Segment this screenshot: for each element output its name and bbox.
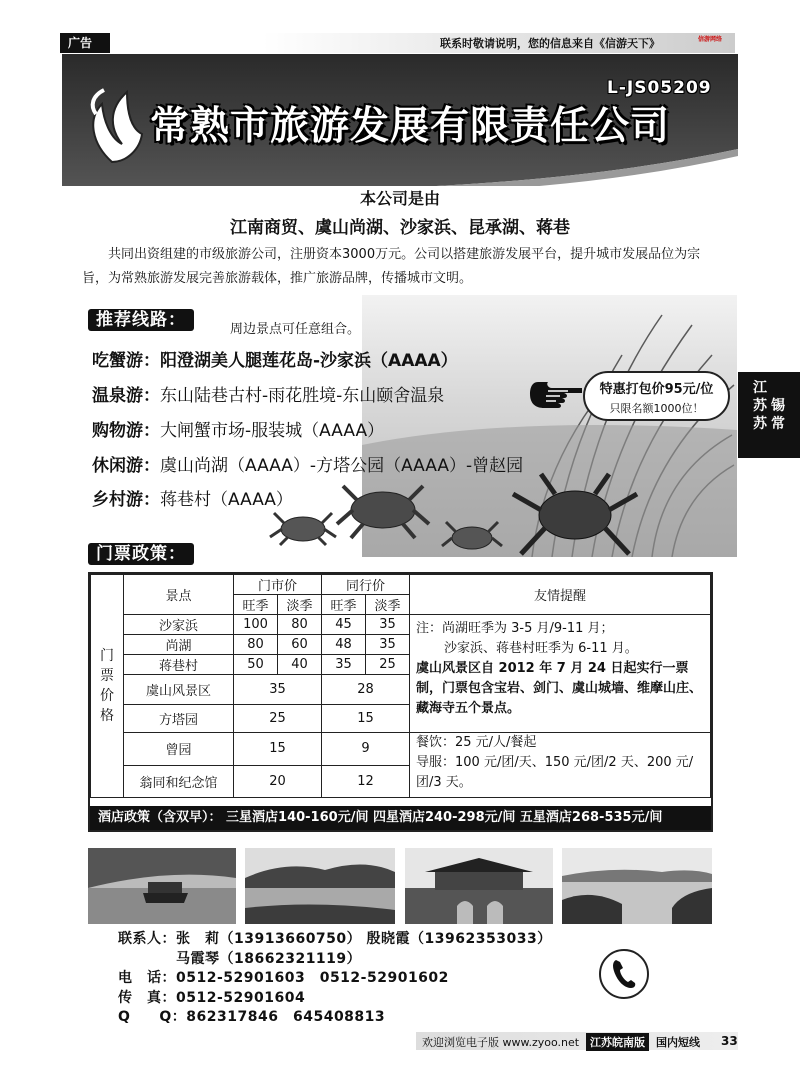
routes-tag: 推荐线路： xyxy=(88,309,194,331)
pointing-hand-icon xyxy=(528,378,584,412)
scenic-photo-boat xyxy=(88,848,236,924)
remind-yushan: 虞山风景区自 2012 年 7 月 24 日起实行一票制，门票包含宝岩、剑门、虞山城墙、维摩山庄、藏海寺五个景点。 xyxy=(416,661,703,716)
header-remind: 友情提醒 xyxy=(410,575,711,615)
route-item xyxy=(92,381,444,406)
promo-bubble xyxy=(583,371,730,421)
route-detail: 东山陆巷古村-雨花胜境-东山颐舍温泉 xyxy=(160,386,445,406)
route-detail: 阳澄湖美人腿莲花岛-沙家浜（AAAA） xyxy=(160,351,458,371)
remind-note-2: 沙家浜、蒋巷村旺季为 6-11 月。 xyxy=(444,641,638,656)
route-item xyxy=(92,485,293,510)
route-label: 温泉游： xyxy=(92,386,160,406)
footer-category: 国内短线 xyxy=(656,1036,700,1049)
brand-logo: 信游网络 xyxy=(698,36,723,43)
header-spot: 景点 xyxy=(124,575,234,615)
route-detail: 蒋巷村（AAAA） xyxy=(160,490,293,510)
header-market-peak: 旺季 xyxy=(234,595,278,615)
table-row: 蒋巷村 50 40 35 25 xyxy=(91,655,711,675)
table-row: 方塔园 25 15 xyxy=(91,705,711,733)
remind-meal: 餐饮：25 元/人/餐起 xyxy=(416,735,537,750)
route-label: 吃蟹游： xyxy=(92,351,160,371)
contact-person-extra: 马霞琴（18662321119） xyxy=(118,950,362,967)
route-detail: 虞山尚湖（AAAA）-方塔公园（AAAA）-曾赵园 xyxy=(160,456,524,476)
contact-info xyxy=(118,930,552,1028)
scenic-photo-gate xyxy=(405,848,553,924)
remind-services xyxy=(410,733,711,798)
header-peer-off: 淡季 xyxy=(366,595,410,615)
crab-image xyxy=(505,470,645,560)
price-side-label: 门 票 价 格 xyxy=(91,575,124,798)
remind-notes xyxy=(410,615,711,733)
contact-fax: 传 真：0512-52901604 xyxy=(118,989,306,1006)
crab-image xyxy=(333,480,433,540)
top-notice: 联系时敬请说明，您的信息来自《信游天下》 xyxy=(440,37,660,50)
promo-price: 特惠打包价95元/位 xyxy=(599,382,714,397)
remind-note-1: 注：尚湖旺季为 3-5 月/9-11 月； xyxy=(416,621,614,636)
table-row: 虞山风景区 35 28 xyxy=(91,675,711,705)
telephone-icon xyxy=(598,948,650,1000)
table-row: 尚湖 80 60 48 35 xyxy=(91,635,711,655)
contact-phone: 电 话：0512-52901603 0512-52901602 xyxy=(118,970,449,986)
ad-tag: 广告 xyxy=(60,33,110,53)
promo-quota: 只限名额1000位！ xyxy=(609,402,704,415)
intro-paragraph: 共同出资组建的市级旅游公司，注册资本3000万元。公司以搭建旅游发展平台，提升城市发展品位为宗旨，为常熟旅游发展完善旅游载体，推广旅游品牌，传播城市文明。 xyxy=(82,247,701,286)
region-tab: 江 苏 苏 锡 常 xyxy=(738,372,800,458)
table-row: 沙家浜 100 80 45 35 注：尚湖旺季为 3-5 月/9-11 月； 沙家浜、蒋巷村旺季为 6-11 月。 虞山风景区自 2012 年 7 月 24 日起实行一票制，门票包含宝岩、剑门、虞山城墙、维摩山庄、藏海寺五个景点。 xyxy=(91,615,711,635)
contact-qq: Q Q：862317846 645408813 xyxy=(118,1009,386,1025)
intro-heading: 本公司是由 xyxy=(359,189,440,208)
route-label: 购物游： xyxy=(92,421,160,441)
table-row: 曾园 15 9 餐饮：25 元/人/餐起 导服：100 元/团/天、150 元/团/2 天、200 元/团/3 天。 xyxy=(91,733,711,766)
header-market: 门市价 xyxy=(234,575,322,595)
remind-guide: 导服：100 元/团/天、150 元/团/2 天、200 元/团/3 天。 xyxy=(416,755,694,790)
footer-edition: 江苏皖南版 xyxy=(586,1033,649,1051)
route-label: 乡村游： xyxy=(92,490,160,510)
route-item xyxy=(92,451,523,476)
contact-persons: 联系人：张 莉（13913660750） 殷晓霞（13962353033） xyxy=(118,931,552,947)
scenic-photo-lake xyxy=(245,848,395,924)
route-item xyxy=(92,416,384,441)
route-detail: 大闸蟹市场-服装城（AAAA） xyxy=(160,421,385,441)
footer-website: 欢迎浏览电子版 www.zyoo.net xyxy=(422,1036,580,1049)
route-item xyxy=(92,346,458,371)
table-row: 翁同和纪念馆 20 12 xyxy=(91,765,711,798)
crab-image xyxy=(268,507,338,547)
tickets-tag: 门票政策： xyxy=(88,543,194,565)
company-name: 常熟市旅游发展有限责任公司 xyxy=(150,104,671,149)
listing-code: L-JS05209 xyxy=(607,78,712,98)
scenic-photo-hill xyxy=(562,848,712,924)
header-peer-peak: 旺季 xyxy=(322,595,366,615)
header-market-off: 淡季 xyxy=(278,595,322,615)
footer-bar xyxy=(416,1032,738,1050)
intro-partners: 江南商贸、虞山尚湖、沙家浜、昆承湖、蒋巷 xyxy=(230,218,570,238)
page-number: 33 xyxy=(721,1034,738,1048)
company-logo-icon xyxy=(82,84,150,164)
routes-note: 周边景点可任意组合。 xyxy=(230,322,361,337)
crab-image xyxy=(440,518,504,554)
header-peer: 同行价 xyxy=(322,575,410,595)
hotel-policy: 酒店政策（含双早）： 三星酒店140-160元/间 四星酒店240-298元/间 五星酒店268-535元/间 xyxy=(90,806,711,830)
ticket-price-table xyxy=(90,574,711,798)
route-label: 休闲游： xyxy=(92,456,160,476)
